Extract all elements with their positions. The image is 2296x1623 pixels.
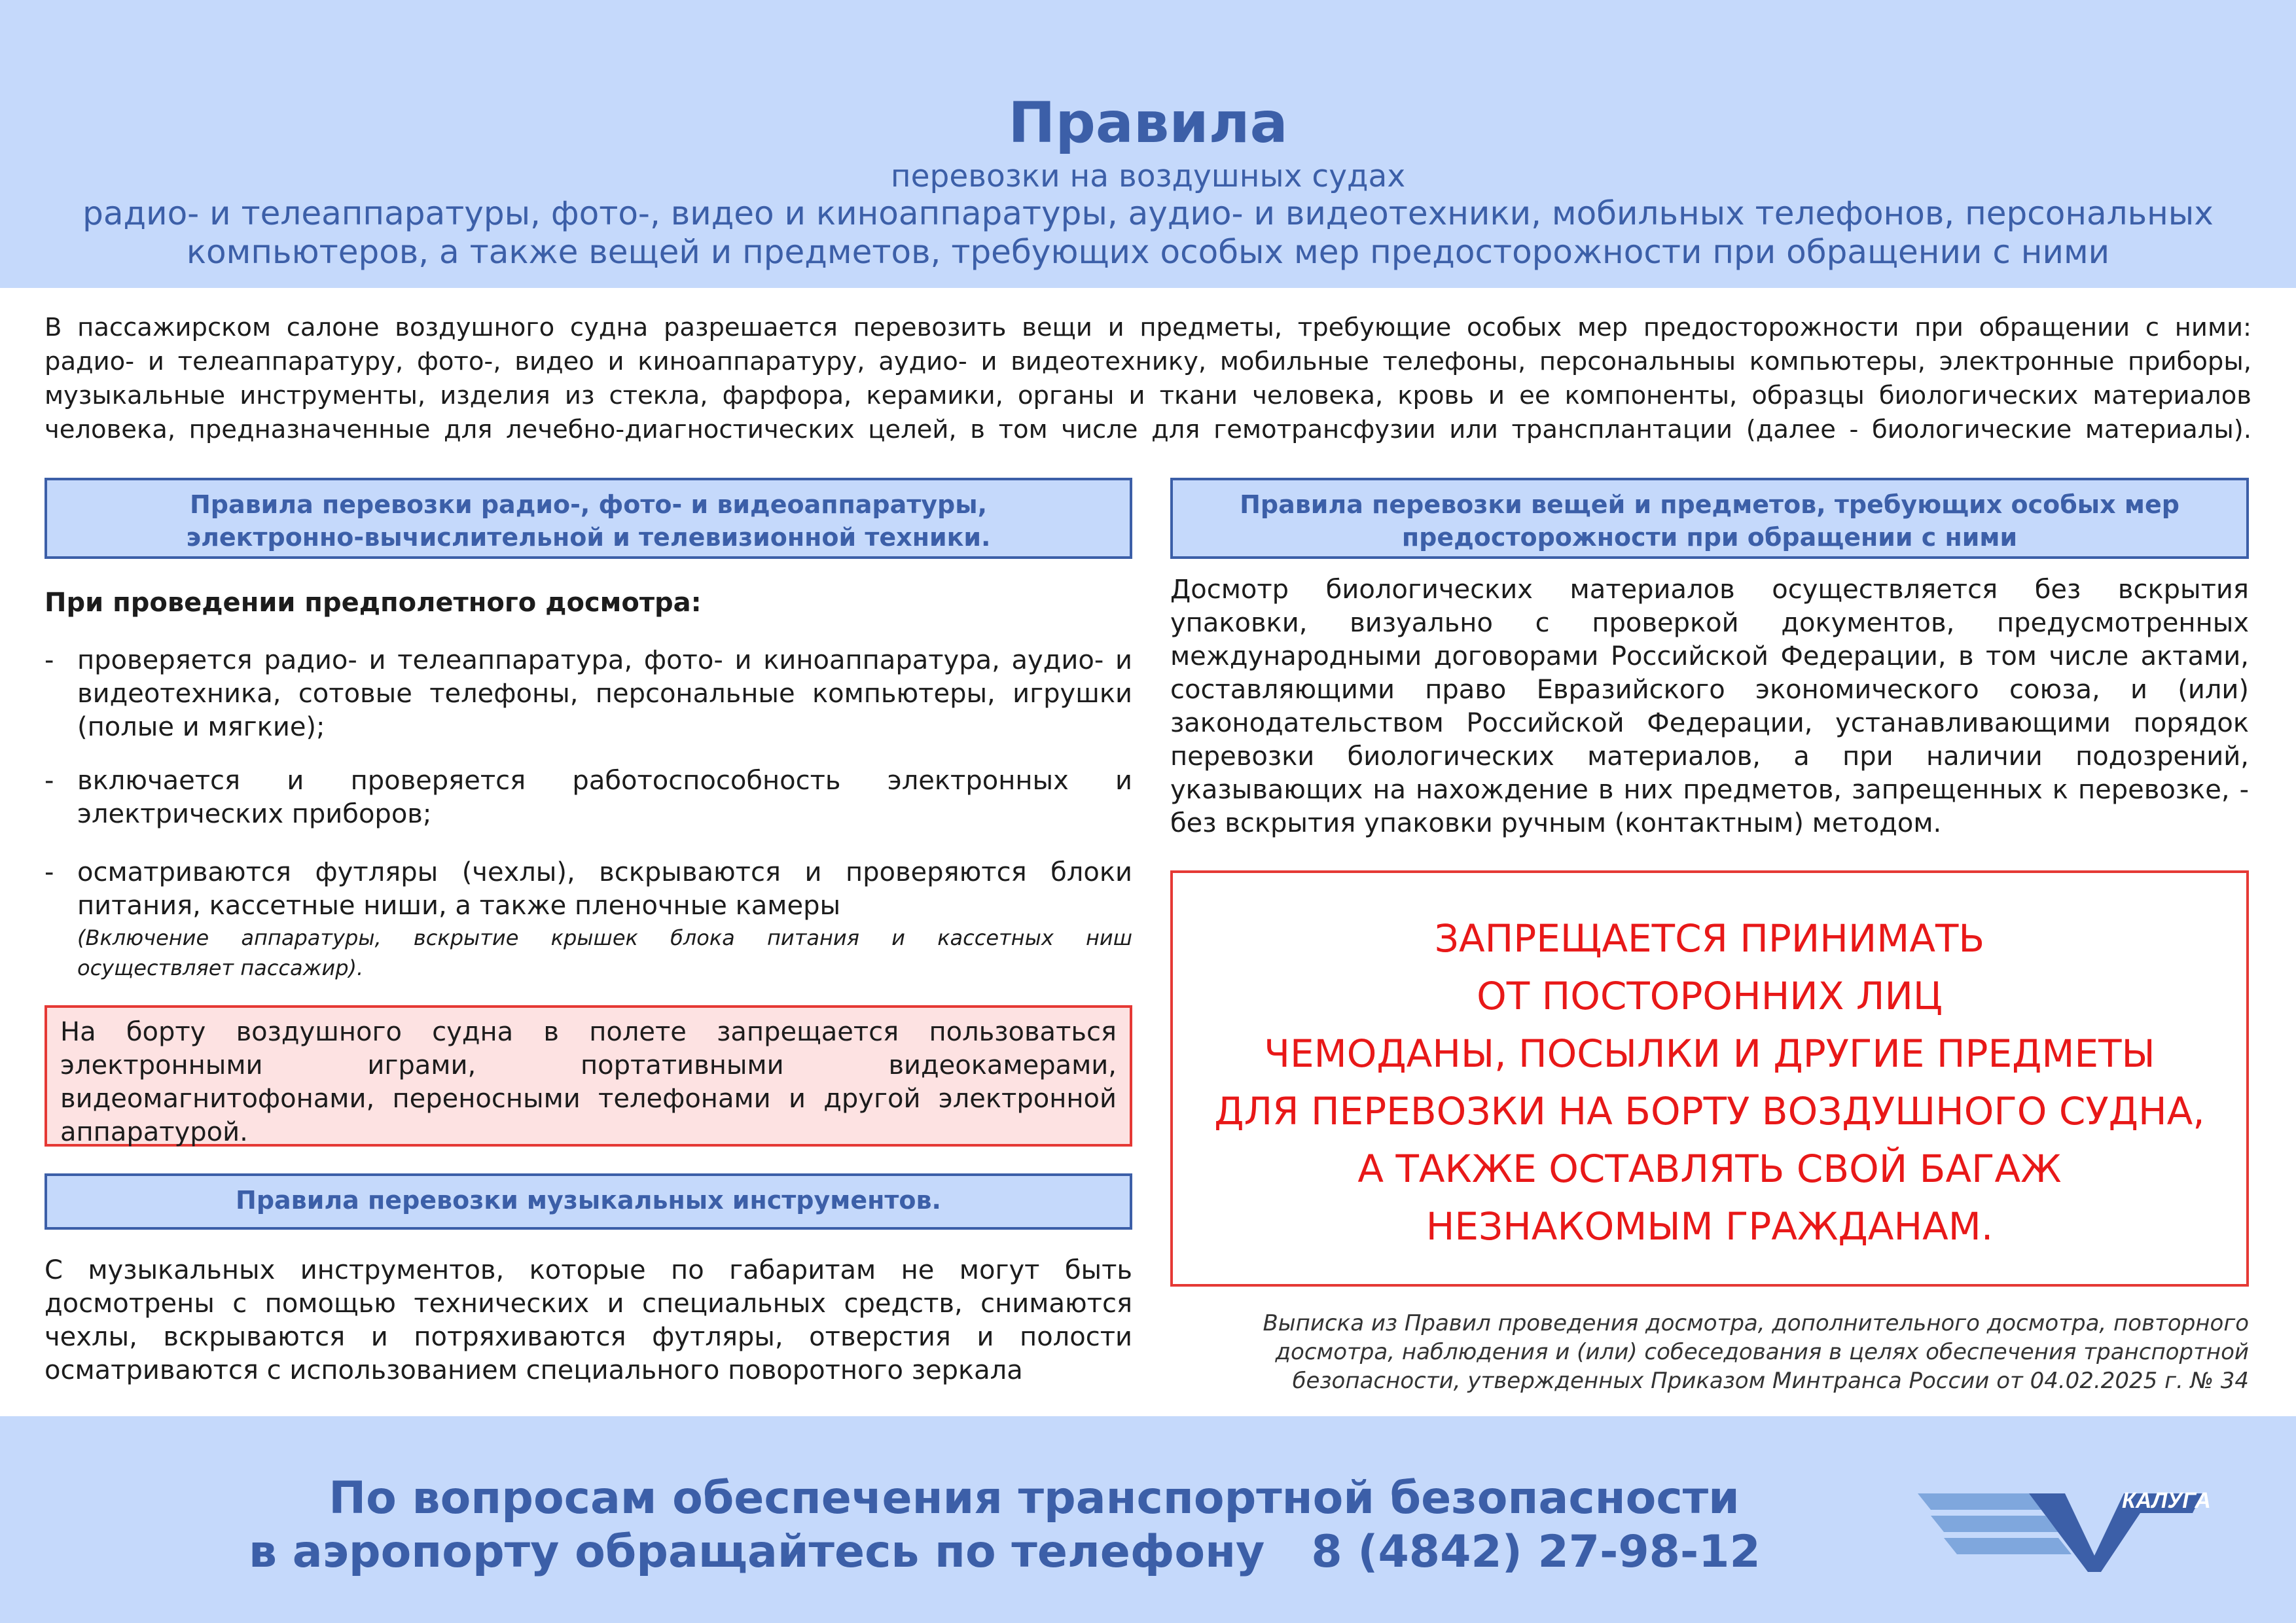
biological-materials-paragraph [1170,573,2249,840]
paragraph-line: С музыкальных инструментов, которые по габаритам не могут быть [45,1255,1132,1285]
paragraph-line: без вскрытия упаковки ручным (контактным) методом. [1170,808,1942,838]
warning-line: А ТАКЖЕ ОСТАВЛЯТЬ СВОЙ БАГАЖ [1357,1147,2062,1191]
intro-line: человека, предназначенные для лечебно-диагностических целей, в том числе для гемотрансфузии или трансплантации (далее - биологические материалы). [45,415,2251,444]
contact-phone-line: в аэропорту обращайтесь по телефону 8 (4842) 27-98-12 [249,1526,1761,1578]
paragraph-line: Досмотр биологических материалов осуществляется без вскрытия [1170,575,2249,605]
screening-heading: При проведении предполетного досмотра: [45,588,702,618]
section-title-line: Правила перевозки музыкальных инструментов. [236,1186,941,1215]
logo-text: КАЛУГА [2122,1488,2211,1513]
page-title: Правила [1008,90,1288,156]
logo-wing-stripe [1918,1493,2045,1510]
warning-line: электронными играми, портативными видеокамерами, [60,1050,1117,1080]
paragraph-line: досмотрены с помощью технических и специальных средств, снимаются [45,1289,1132,1319]
section-title-line: Правила перевозки вещей и предметов, требующих особых мер [1240,490,2179,519]
paragraph-line: перевозки биологических материалов, а при наличии подозрений, [1170,741,2249,772]
list-item [45,856,1132,983]
list-item-text: проверяется радио- и телеаппаратура, фото- и киноаппаратура, аудио- и [77,645,1132,675]
list-item-text: включается и проверяется работоспособность электронных и [77,766,1132,796]
list-item-text: видеотехника, сотовые телефоны, персональные компьютеры, игрушки [77,679,1132,709]
warning-line: ДЛЯ ПЕРЕВОЗКИ НА БОРТУ ВОЗДУШНОГО СУДНА, [1214,1089,2205,1133]
section-title-line: предосторожности при обращении с ними [1401,523,2018,552]
list-item-text: электрических приборов; [77,799,432,829]
paragraph-line: составляющими право Евразийского экономического союза, и (или) [1170,675,2249,705]
page-subtitle: перевозки на воздушных судах [890,158,1406,194]
list-item-note: осуществляет пассажир). [77,955,364,980]
intro-line: В пассажирском салоне воздушного судна разрешается перевозить вещи и предметы, требующие особых мер предосторожности при обращении с ними: [45,313,2251,342]
paragraph-line: указывающих на нахождение в них предметов, запрещенных к перевозке, - [1170,775,2249,805]
page-subtitle-line1: радио- и телеаппаратуры, фото-, видео и киноаппаратуры, аудио- и видеотехники, мобильных телефонов, персональных [82,194,2214,232]
paragraph-line: упаковки, визуально с проверкой документов, предусмотренных [1170,608,2249,638]
logo-wing-stripe [1944,1538,2072,1554]
list-item-text: (полые и мягкие); [77,712,325,742]
bullet-dash: - [45,857,54,887]
warning-line: ЗАПРЕЩАЕТСЯ ПРИНИМАТЬ [1434,916,1985,961]
list-item-text: осматриваются футляры (чехлы), вскрываются и проверяются блоки [77,857,1132,887]
musical-instruments-paragraph [45,1254,1132,1387]
bullet-dash: - [45,766,54,796]
citation-line: досмотра, наблюдения и (или) собеседования в целях обеспечения транспортной [1275,1339,2249,1365]
source-citation [1170,1309,2249,1395]
citation-line: безопасности, утвержденных Приказом Минтранса России от 04.02.2025 г. № 34 [1292,1368,2249,1394]
section-title-musical-instruments [45,1173,1132,1230]
warning-line: аппаратурой. [60,1117,248,1147]
intro-line: радио- и телеаппаратуру, фото-, видео и киноаппаратуру, аудио- и видеотехнику, мобильные телефоны, персональныы компьютеры, электронные приборы, [45,347,2251,376]
paragraph-line: законодательством Российской Федерации, устанавливающими порядок [1170,708,2249,738]
intro-paragraph [45,311,2251,447]
section-title-radio-equipment [45,478,1132,559]
list-item [45,644,1132,744]
logo-wing-stripe [1931,1516,2058,1532]
section-title-fragile-items [1170,478,2249,559]
page-subtitle-line2: компьютеров, а также вещей и предметов, требующих особых мер предосторожности при обращении с ними [186,233,2110,271]
paragraph-line: международными договорами Российской Федерации, в том числе актами, [1170,641,2249,671]
citation-line: Выписка из Правил проведения досмотра, дополнительного досмотра, повторного [1263,1310,2249,1336]
list-item-note: (Включение аппаратуры, вскрытие крышек блока питания и кассетных ниш [77,925,1132,950]
warning-line: НЕЗНАКОМЫМ ГРАЖДАНАМ. [1426,1204,1994,1249]
warning-line: ЧЕМОДАНЫ, ПОСЫЛКИ И ДРУГИЕ ПРЕДМЕТЫ [1264,1031,2155,1076]
bullet-dash: - [45,645,54,675]
list-item [45,764,1132,831]
paragraph-line: осматриваются с использованием специального поворотного зеркала [45,1355,1023,1385]
header-banner [0,0,2296,288]
kaluga-airport-logo [1905,1474,2212,1578]
contact-line: По вопросам обеспечения транспортной безопасности [329,1472,1740,1524]
intro-line: музыкальные инструменты, изделия из стекла, фарфора, керамики, органы и ткани человека, кровь и ее компоненты, образцы биологических материалов [45,381,2251,410]
paragraph-line: чехлы, вскрываются и потряхиваются футляры, отверстия и полости [45,1322,1132,1352]
warning-line: ОТ ПОСТОРОННИХ ЛИЦ [1477,974,1943,1018]
warning-line: На борту воздушного судна в полете запрещается пользоваться [60,1017,1117,1047]
section-title-line: Правила перевозки радио-, фото- и видеоаппаратуры, [189,490,988,519]
section-title-line: электронно-вычислительной и телевизионной техники. [186,523,991,552]
onboard-electronics-warning [45,1005,1132,1147]
luggage-warning-box [1170,870,2249,1287]
list-item-text: питания, кассетные ниши, а также пленочные камеры [77,891,841,921]
warning-line: видеомагнитофонами, переносными телефонами и другой электронной [60,1084,1117,1114]
